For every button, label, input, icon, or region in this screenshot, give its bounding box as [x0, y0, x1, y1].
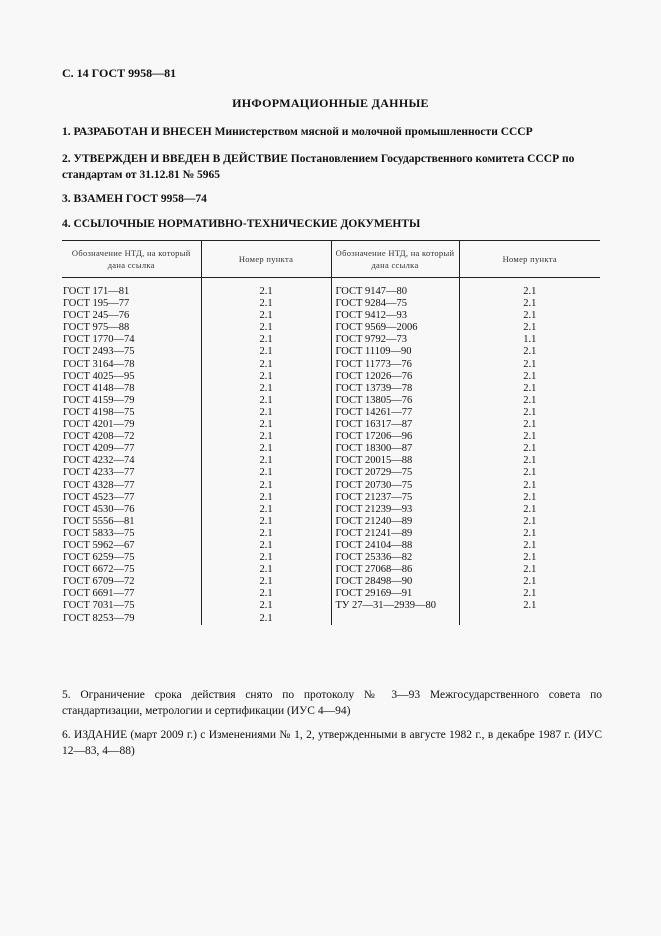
table-header-row	[62, 241, 600, 278]
cell-clause-right	[459, 613, 600, 625]
cell-designation-left: ГОСТ 6672—75	[63, 564, 135, 576]
table-row	[62, 564, 600, 576]
cell-clause-left: 2.1	[201, 480, 331, 492]
cell-designation-right: ГОСТ 21240—89	[331, 516, 459, 528]
header-clause-right: Номер пункта	[459, 241, 600, 278]
table-row	[62, 298, 600, 310]
cell-clause-left: 2.1	[201, 371, 331, 383]
cell-clause-left: 2.1	[201, 431, 331, 443]
cell-clause-left: 2.1	[201, 322, 331, 334]
cell-clause-left: 2.1	[201, 552, 331, 564]
cell-clause-right: 2.1	[459, 552, 600, 564]
cell-clause-right: 2.1	[459, 286, 600, 298]
cell-designation-left: ГОСТ 6709—72	[63, 576, 135, 588]
cell-designation-right: ГОСТ 20015—88	[331, 455, 459, 467]
cell-clause-left: 2.1	[201, 383, 331, 395]
section-6: 6. ИЗДАНИЕ (март 2009 г.) с Изменениями № 1, 2, утвержденными в августе 1982 г., в декабре 1987 г. (ИУС 12—83, 4—88)	[62, 729, 602, 757]
table-row	[62, 480, 600, 492]
cell-clause-right: 2.1	[459, 310, 600, 322]
cell-clause-right: 2.1	[459, 322, 600, 334]
cell-clause-right: 2.1	[459, 359, 600, 371]
table-row	[62, 492, 600, 504]
table-row	[62, 588, 600, 600]
table-row	[62, 443, 600, 455]
cell-clause-right: 2.1	[459, 395, 600, 407]
cell-clause-right: 2.1	[459, 504, 600, 516]
section-5: 5. Ограничение срока действия снято по протоколу № 3—93 Межгосударственного совета по стандартизации, метрологии и сертификации (ИУС 4—94)	[62, 689, 602, 717]
cell-designation-right: ГОСТ 11109—90	[331, 346, 459, 358]
cell-clause-left: 2.1	[201, 467, 331, 479]
cell-clause-right: 2.1	[459, 564, 600, 576]
references-table	[62, 240, 600, 625]
table-row	[62, 395, 600, 407]
cell-designation-right: ГОСТ 20729—75	[331, 467, 459, 479]
cell-designation-left: ГОСТ 4232—74	[63, 455, 135, 467]
table-row	[62, 322, 600, 334]
cell-designation-left: ГОСТ 4523—77	[63, 491, 135, 503]
table-row	[62, 359, 600, 371]
cell-designation-left: ГОСТ 5962—67	[63, 539, 135, 551]
cell-designation-left: ГОСТ 4233—77	[63, 467, 135, 479]
cell-designation-right: ГОСТ 21241—89	[331, 528, 459, 540]
cell-designation-right: ТУ 27—31—2939—80	[331, 600, 459, 612]
cell-clause-right: 2.1	[459, 467, 600, 479]
table-row	[62, 310, 600, 322]
table-row	[62, 455, 600, 467]
cell-clause-left: 2.1	[201, 504, 331, 516]
section-4-label: 4. ССЫЛОЧНЫЕ НОРМАТИВНО-ТЕХНИЧЕСКИЕ ДОКУМЕНТЫ	[62, 218, 421, 230]
cell-designation-right: ГОСТ 9412—93	[331, 310, 459, 322]
cell-clause-left: 2.1	[201, 516, 331, 528]
section-2	[62, 151, 602, 183]
table-row	[62, 383, 600, 395]
cell-clause-left: 2.1	[201, 310, 331, 322]
cell-clause-right: 2.1	[459, 371, 600, 383]
header-designation-right: Обозначение НТД, на который дана ссылка	[331, 241, 459, 278]
cell-designation-left: ГОСТ 245—76	[63, 310, 130, 322]
cell-clause-left: 2.1	[201, 359, 331, 371]
cell-designation-right: ГОСТ 28498—90	[331, 576, 459, 588]
cell-clause-left: 2.1	[201, 600, 331, 612]
cell-clause-right: 2.1	[459, 443, 600, 455]
section-2-text: Постановлением Государственного комитета СССР по стандартам от 31.12.81 № 5965	[62, 153, 575, 181]
cell-designation-right: ГОСТ 9147—80	[331, 286, 459, 298]
cell-designation-left: ГОСТ 4148—78	[63, 382, 135, 394]
cell-designation-right: ГОСТ 29169—91	[331, 588, 459, 600]
cell-clause-right: 2.1	[459, 480, 600, 492]
table-body	[62, 278, 600, 625]
cell-designation-right	[331, 613, 459, 625]
cell-clause-right: 2.1	[459, 407, 600, 419]
cell-designation-right: ГОСТ 13739—78	[331, 383, 459, 395]
cell-clause-left: 2.1	[201, 443, 331, 455]
cell-clause-left: 2.1	[201, 564, 331, 576]
cell-designation-right: ГОСТ 12026—76	[331, 371, 459, 383]
cell-designation-left: ГОСТ 975—88	[63, 322, 130, 334]
table-row	[62, 346, 600, 358]
section-1-label: 1. РАЗРАБОТАН И ВНЕСЕН	[62, 126, 212, 138]
table-row	[62, 528, 600, 540]
cell-designation-left: ГОСТ 7031—75	[63, 600, 135, 612]
cell-clause-left: 2.1	[201, 528, 331, 540]
cell-clause-left: 2.1	[201, 407, 331, 419]
cell-designation-left: ГОСТ 5833—75	[63, 527, 135, 539]
cell-designation-right: ГОСТ 20730—75	[331, 480, 459, 492]
cell-clause-right: 2.1	[459, 346, 600, 358]
table-row	[62, 407, 600, 419]
cell-clause-right: 2.1	[459, 383, 600, 395]
cell-designation-right: ГОСТ 13805—76	[331, 395, 459, 407]
cell-designation-right: ГОСТ 9569—2006	[331, 322, 459, 334]
cell-clause-right: 2.1	[459, 298, 600, 310]
cell-designation-right: ГОСТ 11773—76	[331, 359, 459, 371]
cell-designation-right: ГОСТ 27068—86	[331, 564, 459, 576]
cell-designation-left: ГОСТ 4159—79	[63, 394, 135, 406]
table-row	[62, 504, 600, 516]
cell-designation-left: ГОСТ 3164—78	[63, 358, 135, 370]
cell-designation-left: ГОСТ 4025—95	[63, 370, 135, 382]
cell-designation-left: ГОСТ 171—81	[63, 286, 130, 297]
cell-clause-left: 2.1	[201, 346, 331, 358]
cell-designation-left: ГОСТ 4208—72	[63, 431, 135, 443]
cell-designation-left: ГОСТ 1770—74	[63, 334, 135, 346]
cell-designation-left: ГОСТ 8253—79	[63, 612, 135, 624]
cell-clause-left: 2.1	[201, 298, 331, 310]
section-1	[62, 124, 602, 140]
table-row	[62, 576, 600, 588]
cell-clause-right: 2.1	[459, 455, 600, 467]
cell-clause-right: 2.1	[459, 600, 600, 612]
cell-clause-right: 2.1	[459, 431, 600, 443]
table-row	[62, 286, 600, 298]
cell-designation-right: ГОСТ 24104—88	[331, 540, 459, 552]
table-row	[62, 467, 600, 479]
table-row	[62, 516, 600, 528]
cell-designation-right: ГОСТ 16317—87	[331, 419, 459, 431]
cell-clause-right: 2.1	[459, 516, 600, 528]
cell-clause-right: 2.1	[459, 540, 600, 552]
cell-designation-left: ГОСТ 4328—77	[63, 479, 135, 491]
table-row	[62, 431, 600, 443]
table-row	[62, 613, 600, 625]
header-clause-left: Номер пункта	[201, 241, 331, 278]
table-row	[62, 552, 600, 564]
section-2-label: 2. УТВЕРЖДЕН И ВВЕДЕН В ДЕЙСТВИЕ	[62, 153, 288, 165]
section-3	[62, 191, 602, 207]
cell-designation-left: ГОСТ 4201—79	[63, 419, 135, 431]
table-row	[62, 600, 600, 612]
cell-clause-left: 2.1	[201, 419, 331, 431]
cell-designation-right: ГОСТ 25336—82	[331, 552, 459, 564]
page-title: ИНФОРМАЦИОННЫЕ ДАННЫЕ	[232, 96, 429, 110]
cell-designation-right: ГОСТ 9792—73	[331, 334, 459, 346]
cell-designation-right: ГОСТ 18300—87	[331, 443, 459, 455]
cell-clause-left: 2.1	[201, 395, 331, 407]
section-1-text: Министерством мясной и молочной промышленности СССР	[214, 126, 533, 138]
cell-clause-right: 2.1	[459, 576, 600, 588]
section-3-label: 3. ВЗАМЕН ГОСТ 9958—74	[62, 193, 207, 205]
cell-clause-left: 2.1	[201, 576, 331, 588]
cell-designation-left: ГОСТ 5556—81	[63, 515, 135, 527]
cell-designation-left: ГОСТ 4198—75	[63, 406, 135, 418]
cell-designation-left: ГОСТ 6259—75	[63, 552, 135, 564]
table-row	[62, 371, 600, 383]
cell-clause-left: 2.1	[201, 334, 331, 346]
table-row	[62, 334, 600, 346]
cell-designation-left: ГОСТ 4209—77	[63, 443, 135, 455]
cell-clause-left: 2.1	[201, 540, 331, 552]
cell-designation-right: ГОСТ 14261—77	[331, 407, 459, 419]
cell-designation-right: ГОСТ 9284—75	[331, 298, 459, 310]
cell-designation-left: ГОСТ 4530—76	[63, 503, 135, 515]
cell-designation-left: ГОСТ 6691—77	[63, 588, 135, 600]
table-row	[62, 540, 600, 552]
cell-designation-right: ГОСТ 21237—75	[331, 492, 459, 504]
cell-clause-right: 2.1	[459, 492, 600, 504]
cell-clause-left: 2.1	[201, 588, 331, 600]
cell-clause-right: 1.1	[459, 334, 600, 346]
cell-clause-right: 2.1	[459, 588, 600, 600]
cell-clause-left: 2.1	[201, 492, 331, 504]
cell-clause-left: 2.1	[201, 613, 331, 625]
cell-designation-left: ГОСТ 195—77	[63, 298, 130, 310]
cell-clause-left: 2.1	[201, 286, 331, 298]
cell-clause-right: 2.1	[459, 528, 600, 540]
cell-designation-right: ГОСТ 21239—93	[331, 504, 459, 516]
cell-designation-right: ГОСТ 17206—96	[331, 431, 459, 443]
page-header: С. 14 ГОСТ 9958—81	[62, 66, 177, 80]
cell-clause-right: 2.1	[459, 419, 600, 431]
cell-clause-left: 2.1	[201, 455, 331, 467]
cell-designation-left: ГОСТ 2493—75	[63, 346, 135, 358]
table-row	[62, 419, 600, 431]
header-designation-left: Обозначение НТД, на который дана ссылка	[62, 241, 201, 278]
section-4	[62, 216, 602, 232]
